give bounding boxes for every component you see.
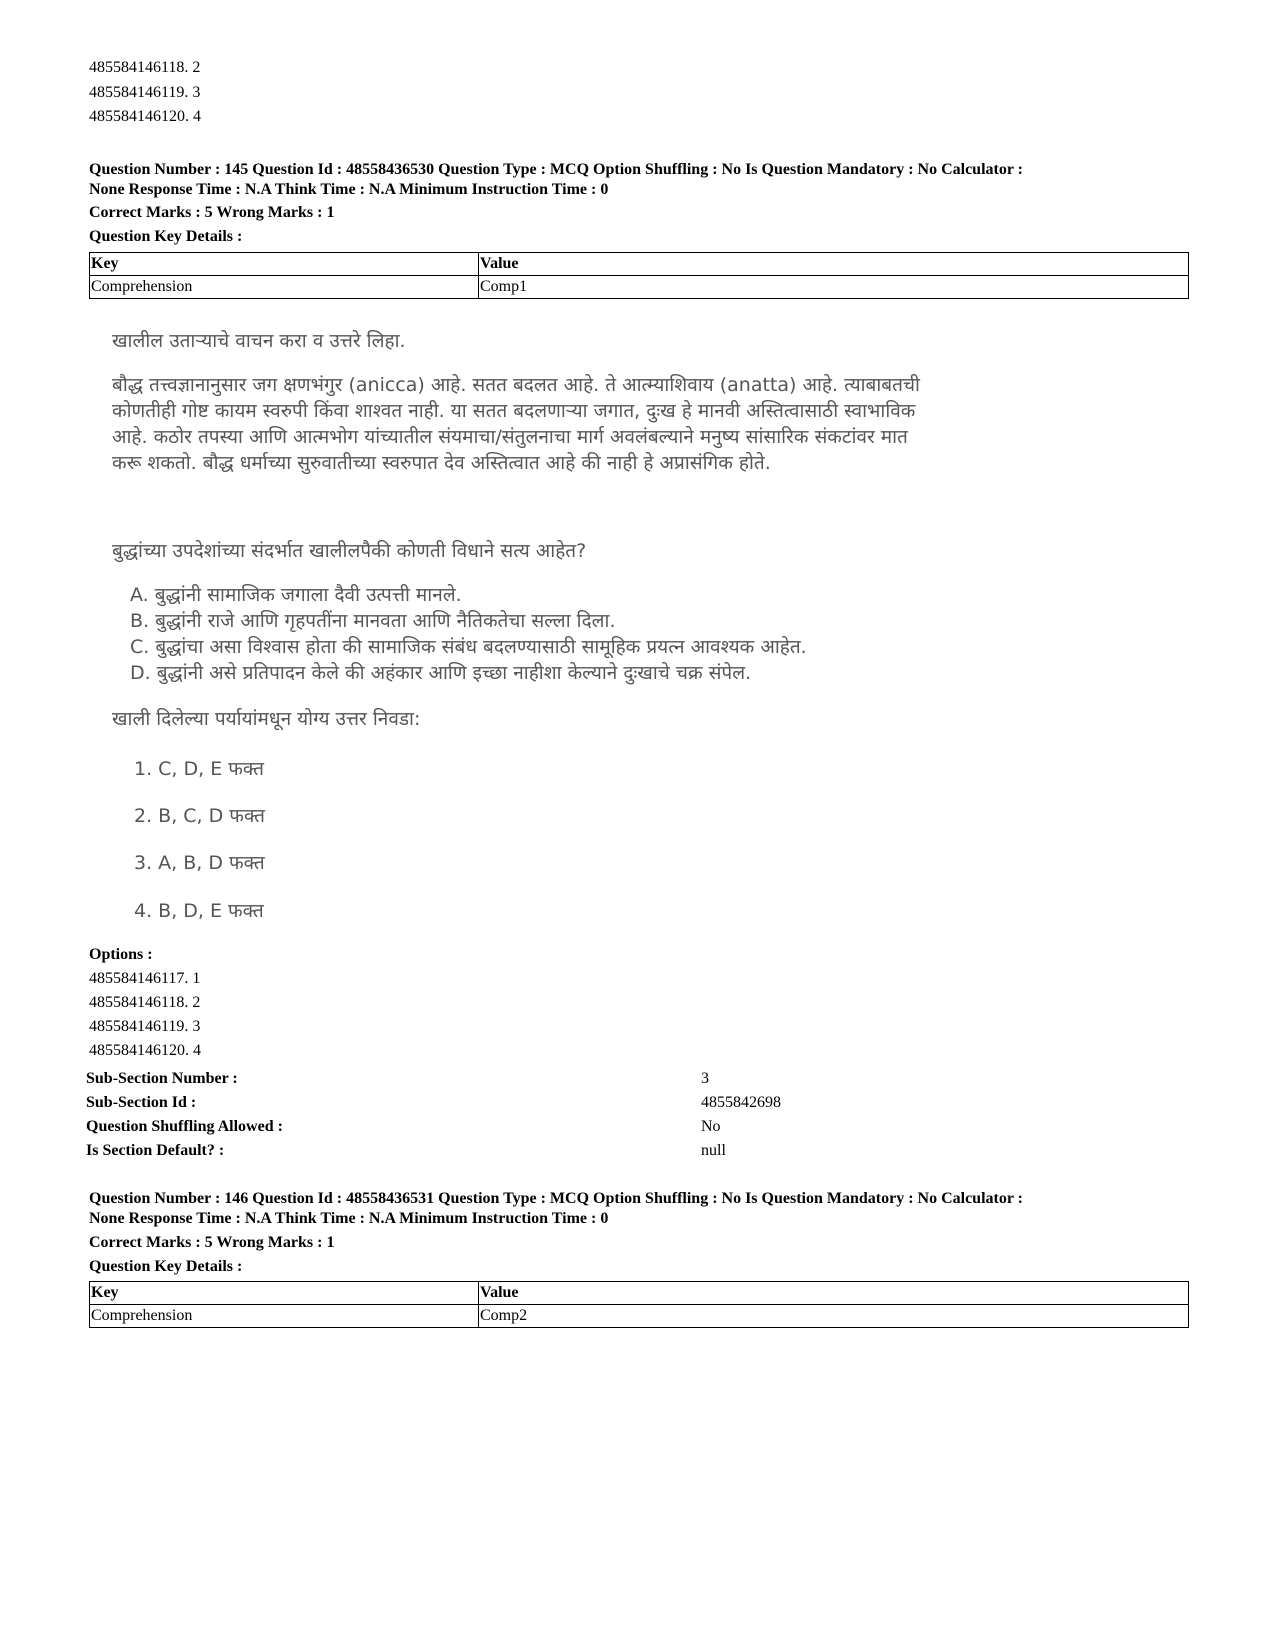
option-line: 485584146120. 4 <box>89 1042 201 1059</box>
subsection-value: No <box>701 1118 721 1135</box>
subsection-label: Is Section Default? : <box>86 1142 225 1159</box>
choice-4: 4. B, D, E फक्त <box>134 900 264 922</box>
passage-line: बौद्ध तत्त्वज्ञानानुसार जग क्षणभंगुर (anicca) आहे. सतत बदलत आहे. ते आत्म्याशिवाय (anatta) आहे. त्याबाबतची <box>112 374 920 396</box>
statement-c: C. बुद्धांचा असा विश्वास होता की सामाजिक संबंध बदलण्यासाठी सामूहिक प्रयत्न आवश्यक आहेत. <box>130 636 807 658</box>
table-header-row <box>90 253 1189 276</box>
passage-line: आहे. कठोर तपस्या आणि आत्मभोग यांच्यातील संयमाचा/संतुलनाचा मार्ग अवलंबल्याने मनुष्य सांसारिक संकटांवर मात <box>112 426 908 448</box>
instruction-text: खालील उताऱ्याचे वाचन करा व उत्तरे लिहा. <box>112 330 406 352</box>
question-146-header <box>89 1189 1199 1229</box>
marks-line: Correct Marks : 5 Wrong Marks : 1 <box>89 1234 335 1251</box>
key-header: Key <box>90 1282 479 1305</box>
key-details-table <box>89 1281 1189 1328</box>
key-details-table <box>89 252 1189 299</box>
statement-a: A. बुद्धांनी सामाजिक जगाला दैवी उत्पत्ती मानले. <box>130 584 462 606</box>
value-header: Value <box>479 253 1189 276</box>
choice-2: 2. B, C, D फक्त <box>134 805 265 827</box>
subsection-value: 4855842698 <box>701 1094 781 1111</box>
passage-line: कोणतीही गोष्ट कायम स्वरुपी किंवा शाश्वत नाही. या सतत बदलणाऱ्या जगात, दुःख हे मानवी अस्तित्वासाठी स्वाभाविक <box>112 400 916 422</box>
header-line-2: None Response Time : N.A Think Time : N.A Minimum Instruction Time : 0 <box>89 1210 609 1227</box>
choice-1: 1. C, D, E फक्त <box>134 758 264 780</box>
choice-3: 3. A, B, D फक्त <box>134 852 265 874</box>
option-line: 485584146118. 2 <box>89 994 201 1011</box>
option-line: 485584146119. 3 <box>89 84 201 101</box>
header-line-2: None Response Time : N.A Think Time : N.A Minimum Instruction Time : 0 <box>89 181 609 198</box>
marks-line: Correct Marks : 5 Wrong Marks : 1 <box>89 204 335 221</box>
key-header: Key <box>90 253 479 276</box>
value-cell: Comp1 <box>479 276 1189 299</box>
subsection-label: Sub-Section Id : <box>86 1094 197 1111</box>
option-line: 485584146120. 4 <box>89 108 201 125</box>
passage-line: करू शकतो. बौद्ध धर्माच्या सुरुवातीच्या स्वरुपात देव अस्तित्वात आहे की नाही हे अप्रासंगिक होते. <box>112 452 771 474</box>
question-145-header <box>89 160 1199 200</box>
header-line-1: Question Number : 145 Question Id : 48558436530 Question Type : MCQ Option Shuffling : No Is Question Mandatory : No Calculator : <box>89 161 1023 178</box>
value-cell: Comp2 <box>479 1305 1189 1328</box>
option-line: 485584146119. 3 <box>89 1018 201 1035</box>
header-line-1: Question Number : 146 Question Id : 48558436531 Question Type : MCQ Option Shuffling : No Is Question Mandatory : No Calculator : <box>89 1190 1023 1207</box>
option-line: 485584146118. 2 <box>89 59 201 76</box>
table-row <box>90 276 1189 299</box>
subsection-value: null <box>701 1142 726 1159</box>
choose-instruction: खाली दिलेल्या पर्यायांमधून योग्य उत्तर निवडा: <box>112 708 421 730</box>
options-label: Options : <box>89 946 153 963</box>
table-row <box>90 1305 1189 1328</box>
statement-d: D. बुद्धांनी असे प्रतिपादन केले की अहंकार आणि इच्छा नाहीशा केल्याने दुःखाचे चक्र संपेल. <box>130 662 752 684</box>
key-cell: Comprehension <box>90 276 479 299</box>
subsection-value: 3 <box>701 1070 709 1087</box>
question-image <box>108 328 1028 968</box>
option-line: 485584146117. 1 <box>89 970 201 987</box>
key-details-label: Question Key Details : <box>89 1258 243 1275</box>
question-text: बुद्धांच्या उपदेशांच्या संदर्भात खालीलपैकी कोणती विधाने सत्य आहेत? <box>112 540 587 562</box>
value-header: Value <box>479 1282 1189 1305</box>
subsection-label: Sub-Section Number : <box>86 1070 238 1087</box>
statement-b: B. बुद्धांनी राजे आणि गृहपतींना मानवता आणि नैतिकतेचा सल्ला दिला. <box>130 610 616 632</box>
key-details-label: Question Key Details : <box>89 228 243 245</box>
subsection-label: Question Shuffling Allowed : <box>86 1118 283 1135</box>
key-cell: Comprehension <box>90 1305 479 1328</box>
table-header-row <box>90 1282 1189 1305</box>
